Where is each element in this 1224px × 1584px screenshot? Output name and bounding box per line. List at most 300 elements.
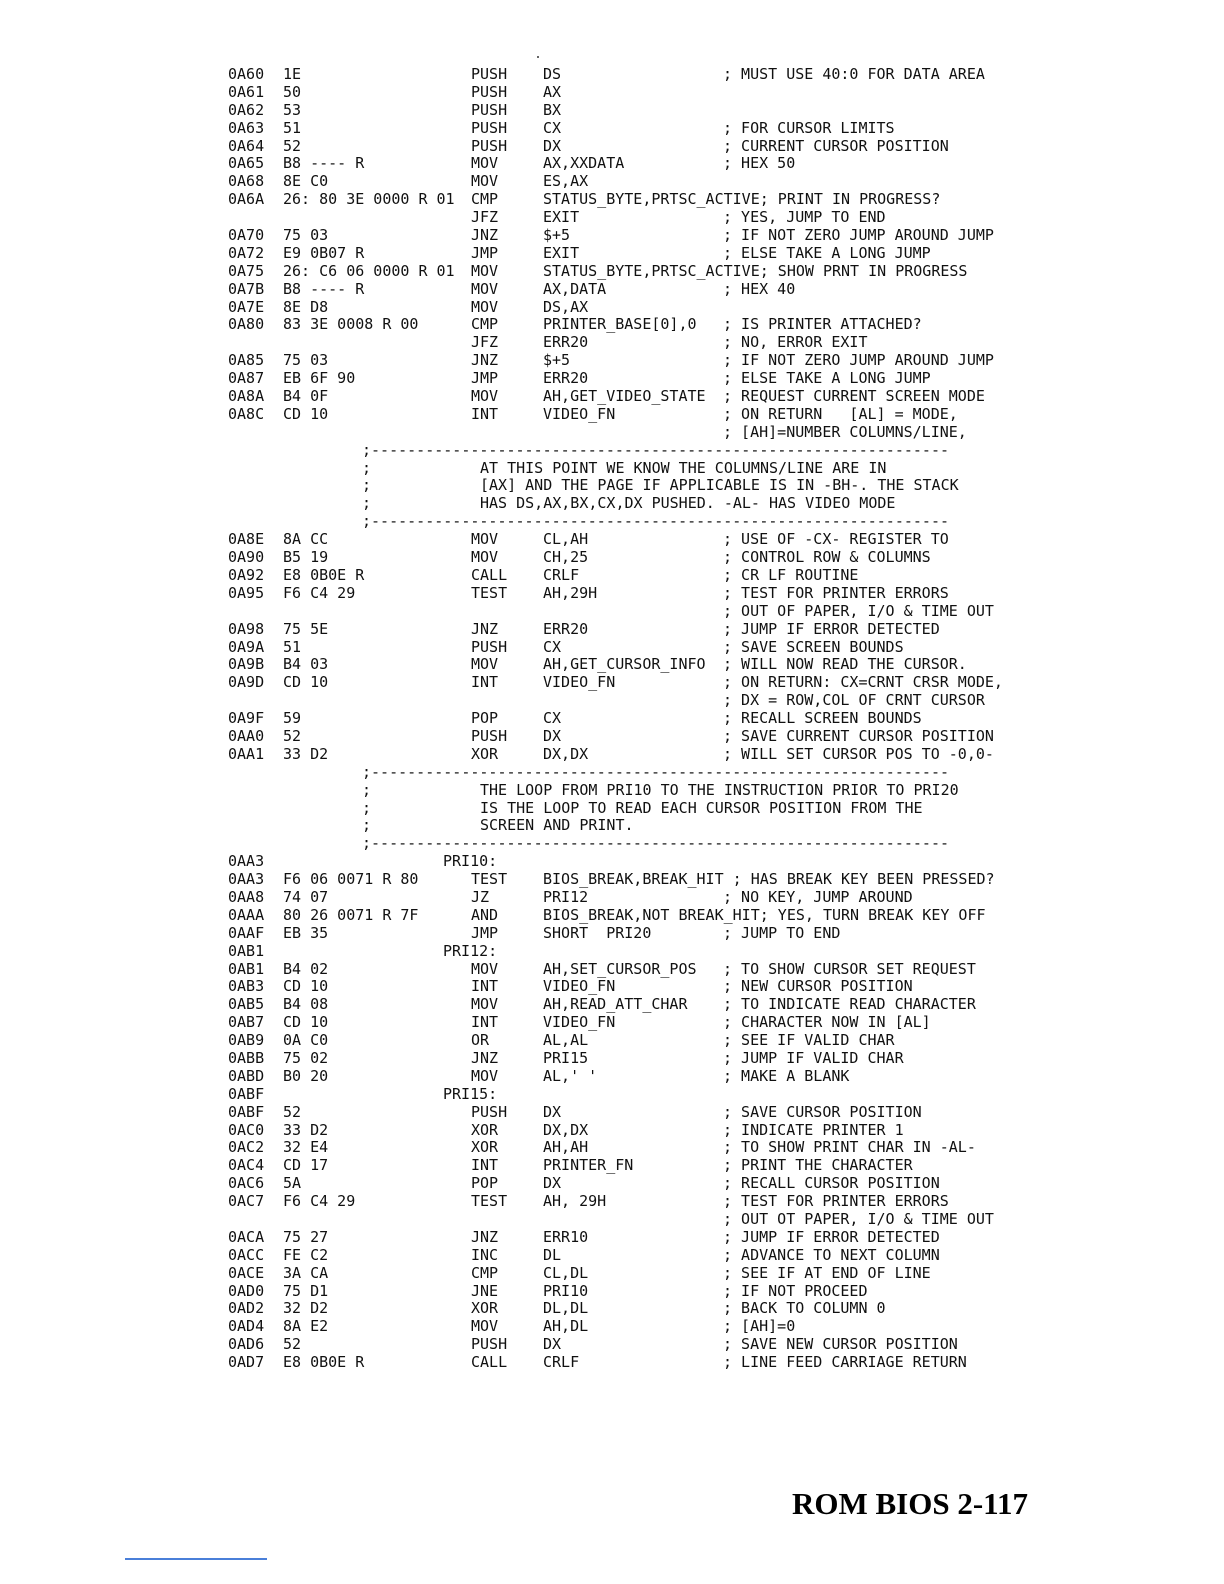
object-code: F6 C4 29 <box>283 583 356 602</box>
operands: ERR10 <box>543 1227 589 1246</box>
comment: ; USE OF -CX- REGISTER TO <box>723 530 949 549</box>
listing-line <box>228 889 1018 907</box>
mnemonic: MOV <box>471 387 499 406</box>
mnemonic: XOR <box>471 1120 499 1139</box>
operands: AX,DATA <box>543 279 607 298</box>
comment-marker: ; <box>362 476 372 495</box>
listing-line <box>228 1193 1018 1211</box>
mnemonic: INC <box>471 1245 499 1264</box>
mnemonic: AND <box>471 905 499 924</box>
object-code: 26: 80 3E 0000 R 01 <box>283 190 455 209</box>
address: 0AC7 <box>228 1192 265 1211</box>
listing-line <box>228 853 1018 871</box>
address: 0ABF <box>228 1084 265 1103</box>
listing-line <box>228 1336 1018 1354</box>
comment-block-line <box>228 477 1018 495</box>
mnemonic: MOV <box>471 530 499 549</box>
object-code: B8 ---- R <box>283 279 365 298</box>
operands: VIDEO_FN <box>543 673 616 692</box>
comment: ; [AH]=NUMBER COLUMNS/LINE, <box>723 422 967 441</box>
operands: DX <box>543 1102 562 1121</box>
listing-line <box>228 728 1018 746</box>
comment: ; IF NOT PROCEED <box>723 1281 868 1300</box>
address: 0AA3 <box>228 852 265 871</box>
object-code: 1E <box>283 65 302 83</box>
comment-text: IS THE LOOP TO READ EACH CURSOR POSITION FROM THE <box>480 798 923 817</box>
comment-text: THE LOOP FROM PRI10 TO THE INSTRUCTION PRIOR TO PRI20 <box>480 780 959 799</box>
comment: ; ELSE TAKE A LONG JUMP <box>723 243 931 262</box>
operands: PRI10 <box>543 1281 589 1300</box>
comment-text: AT THIS POINT WE KNOW THE COLUMNS/LINE ARE IN <box>480 458 887 477</box>
object-code: 59 <box>283 709 302 728</box>
mnemonic: XOR <box>471 1299 499 1318</box>
object-code: EB 6F 90 <box>283 369 356 388</box>
object-code: CD 10 <box>283 673 329 692</box>
operands: AH,SET_CURSOR_POS <box>543 959 697 978</box>
mnemonic: MOV <box>471 1317 499 1336</box>
mnemonic: JNZ <box>471 226 499 245</box>
comment: ; ELSE TAKE A LONG JUMP <box>723 369 931 388</box>
comment-divider <box>228 835 1018 853</box>
operands: BIOS_BREAK,NOT BREAK_HIT; YES, TURN BREAK KEY OFF <box>543 905 986 924</box>
comment-divider <box>228 442 1018 460</box>
comment-block-line <box>228 495 1018 513</box>
address: 0AB1 <box>228 941 265 960</box>
comment: ; SEE IF AT END OF LINE <box>723 1263 931 1282</box>
address: 0A62 <box>228 100 265 119</box>
address: 0A7E <box>228 297 265 316</box>
address: 0A9A <box>228 637 265 656</box>
object-code: 33 D2 <box>283 744 329 763</box>
operands: DX <box>543 1335 562 1354</box>
comment: ; JUMP IF ERROR DETECTED <box>723 1227 940 1246</box>
label: PRI10: <box>443 852 498 871</box>
listing-line <box>228 1139 1018 1157</box>
comment: ; RECALL SCREEN BOUNDS <box>723 709 922 728</box>
listing-line <box>228 978 1018 996</box>
mnemonic: PUSH <box>471 1335 508 1354</box>
comment: ; JUMP IF ERROR DETECTED <box>723 619 940 638</box>
object-code: 51 <box>283 118 302 137</box>
address: 0AAF <box>228 923 265 942</box>
listing-line <box>228 639 1018 657</box>
address: 0A6A <box>228 190 265 209</box>
address: 0AD6 <box>228 1335 265 1354</box>
mnemonic: INT <box>471 1013 499 1032</box>
listing-line <box>228 1318 1018 1336</box>
comment: ; SAVE CURSOR POSITION <box>723 1102 922 1121</box>
comment: ; FOR CURSOR LIMITS <box>723 118 895 137</box>
mnemonic: MOV <box>471 261 499 280</box>
operands: AH,GET_VIDEO_STATE <box>543 387 706 406</box>
listing-line <box>228 334 1018 352</box>
listing-line <box>228 674 1018 692</box>
mnemonic: JFZ <box>471 333 499 352</box>
comment: ; ADVANCE TO NEXT COLUMN <box>723 1245 940 1264</box>
mnemonic: TEST <box>471 1192 508 1211</box>
operands: AX,XXDATA <box>543 154 625 173</box>
operands: CX <box>543 118 562 137</box>
comment-divider <box>228 513 1018 531</box>
object-code: 52 <box>283 1102 302 1121</box>
address: 0AA3 <box>228 870 265 889</box>
object-code: F6 06 0071 R 80 <box>283 870 419 889</box>
address: 0AB7 <box>228 1013 265 1032</box>
listing-line <box>228 1354 1018 1372</box>
listing-line <box>228 621 1018 639</box>
operands: DX <box>543 726 562 745</box>
listing-line <box>228 370 1018 388</box>
mnemonic: INT <box>471 673 499 692</box>
listing-line <box>228 281 1018 299</box>
label: PRI15: <box>443 1084 498 1103</box>
operands: CL,AH <box>543 530 589 549</box>
address: 0A92 <box>228 565 265 584</box>
operands: DX,DX <box>543 744 589 763</box>
comment-marker: ; <box>362 458 372 477</box>
object-code: B4 02 <box>283 959 329 978</box>
address: 0A8C <box>228 404 265 423</box>
listing-line <box>228 1175 1018 1193</box>
mnemonic: POP <box>471 1174 499 1193</box>
comment: ; TEST FOR PRINTER ERRORS <box>723 1192 949 1211</box>
listing-line <box>228 138 1018 156</box>
comment: ; ON RETURN [AL] = MODE, <box>723 404 958 423</box>
address: 0AD4 <box>228 1317 265 1336</box>
listing-line <box>228 961 1018 979</box>
object-code: 75 03 <box>283 351 329 370</box>
listing-line <box>228 907 1018 925</box>
operands: BIOS_BREAK,BREAK_HIT ; HAS BREAK KEY BEEN PRESSED? <box>543 870 995 889</box>
mnemonic: INT <box>471 1156 499 1175</box>
comment-marker: ; <box>362 494 372 513</box>
address: 0ABF <box>228 1102 265 1121</box>
comment-block-line <box>228 800 1018 818</box>
address: 0ACA <box>228 1227 265 1246</box>
operands: CH,25 <box>543 548 589 567</box>
comment: ; YES, JUMP TO END <box>723 208 886 227</box>
object-code: 32 E4 <box>283 1138 329 1157</box>
comment-text: [AX] AND THE PAGE IF APPLICABLE IS IN -BH-. THE STACK <box>480 476 959 495</box>
address: 0AA0 <box>228 726 265 745</box>
object-code: E8 0B0E R <box>283 565 365 584</box>
address: 0A63 <box>228 118 265 137</box>
comment: ; IF NOT ZERO JUMP AROUND JUMP <box>723 351 994 370</box>
operands: DL <box>543 1245 562 1264</box>
object-code: FE C2 <box>283 1245 329 1264</box>
mnemonic: JNE <box>471 1281 499 1300</box>
operands: CRLF <box>543 1353 580 1372</box>
object-code: E9 0B07 R <box>283 243 365 262</box>
operands: $+5 <box>543 351 571 370</box>
object-code: 52 <box>283 726 302 745</box>
operands: CRLF <box>543 565 580 584</box>
listing-line <box>228 352 1018 370</box>
comment-text: HAS DS,AX,BX,CX,DX PUSHED. -AL- HAS VIDEO MODE <box>480 494 896 513</box>
comment: ; TO SHOW PRINT CHAR IN -AL- <box>723 1138 976 1157</box>
mnemonic: MOV <box>471 995 499 1014</box>
listing-line <box>228 1104 1018 1122</box>
operands: AH, 29H <box>543 1192 607 1211</box>
listing-line <box>228 1068 1018 1086</box>
object-code: 75 27 <box>283 1227 329 1246</box>
address: 0A8E <box>228 530 265 549</box>
operands: AH,29H <box>543 583 598 602</box>
object-code: EB 35 <box>283 923 329 942</box>
operands: CL,DL <box>543 1263 589 1282</box>
mnemonic: INT <box>471 404 499 423</box>
address: 0A60 <box>228 65 265 83</box>
listing-line <box>228 84 1018 102</box>
operands: VIDEO_FN <box>543 404 616 423</box>
comment: ; OUT OF PAPER, I/O & TIME OUT <box>723 601 994 620</box>
listing-line <box>228 1032 1018 1050</box>
mnemonic: PUSH <box>471 637 508 656</box>
mnemonic: JNZ <box>471 619 499 638</box>
listing-line <box>228 943 1018 961</box>
address: 0ABD <box>228 1066 265 1085</box>
comment-marker: ; <box>362 816 372 835</box>
object-code: 52 <box>283 1335 302 1354</box>
object-code: 5A <box>283 1174 302 1193</box>
corner-rule <box>125 1558 267 1560</box>
address: 0A85 <box>228 351 265 370</box>
address: 0A9B <box>228 655 265 674</box>
comment: ; TEST FOR PRINTER ERRORS <box>723 583 949 602</box>
address: 0A70 <box>228 226 265 245</box>
object-code: 74 07 <box>283 887 329 906</box>
mnemonic: PUSH <box>471 726 508 745</box>
mnemonic: PUSH <box>471 136 508 155</box>
object-code: 51 <box>283 637 302 656</box>
object-code: 53 <box>283 100 302 119</box>
object-code: CD 10 <box>283 977 329 996</box>
mnemonic: JNZ <box>471 1227 499 1246</box>
listing-line <box>228 925 1018 943</box>
divider-text: ;---------------------------------------------------------------- <box>362 512 949 531</box>
address: 0ABB <box>228 1048 265 1067</box>
listing-line <box>228 656 1018 674</box>
comment: ; WILL SET CURSOR POS TO -0,0- <box>723 744 994 763</box>
address: 0A68 <box>228 172 265 191</box>
divider-text: ;---------------------------------------------------------------- <box>362 834 949 853</box>
comment: ; NEW CURSOR POSITION <box>723 977 913 996</box>
listing-line <box>228 1229 1018 1247</box>
operands: $+5 <box>543 226 571 245</box>
operands: DX <box>543 1174 562 1193</box>
address: 0AB1 <box>228 959 265 978</box>
listing-line <box>228 996 1018 1014</box>
operands: EXIT <box>543 208 580 227</box>
object-code: CD 17 <box>283 1156 329 1175</box>
comment: ; CHARACTER NOW IN [AL] <box>723 1013 931 1032</box>
comment: ; CR LF ROUTINE <box>723 565 859 584</box>
comment: ; LINE FEED CARRIAGE RETURN <box>723 1353 967 1372</box>
object-code: B5 19 <box>283 548 329 567</box>
address: 0A65 <box>228 154 265 173</box>
address: 0ACC <box>228 1245 265 1264</box>
address: 0A87 <box>228 369 265 388</box>
comment: ; NO KEY, JUMP AROUND <box>723 887 913 906</box>
scan-speck <box>537 56 539 58</box>
mnemonic: CMP <box>471 315 499 334</box>
operands: DS <box>543 65 562 83</box>
listing-line <box>228 871 1018 889</box>
listing-line <box>228 316 1018 334</box>
listing-line <box>228 299 1018 317</box>
operands: STATUS_BYTE,PRTSC_ACTIVE; PRINT IN PROGRESS? <box>543 190 941 209</box>
comment-divider <box>228 764 1018 782</box>
comment: ; PRINT THE CHARACTER <box>723 1156 913 1175</box>
operands: VIDEO_FN <box>543 1013 616 1032</box>
comment: ; IF NOT ZERO JUMP AROUND JUMP <box>723 226 994 245</box>
mnemonic: POP <box>471 709 499 728</box>
mnemonic: JZ <box>471 887 490 906</box>
address: 0ACE <box>228 1263 265 1282</box>
mnemonic: TEST <box>471 583 508 602</box>
listing-line <box>228 603 1018 621</box>
listing-line <box>228 585 1018 603</box>
operands: ERR20 <box>543 333 589 352</box>
object-code: B4 0F <box>283 387 329 406</box>
operands: DX <box>543 136 562 155</box>
comment: ; REQUEST CURRENT SCREEN MODE <box>723 387 985 406</box>
address: 0A9D <box>228 673 265 692</box>
comment: ; BACK TO COLUMN 0 <box>723 1299 886 1318</box>
comment: ; SAVE CURRENT CURSOR POSITION <box>723 726 994 745</box>
operands: AH,AH <box>543 1138 589 1157</box>
object-code: E8 0B0E R <box>283 1353 365 1372</box>
mnemonic: CMP <box>471 190 499 209</box>
mnemonic: PUSH <box>471 1102 508 1121</box>
address: 0AD7 <box>228 1353 265 1372</box>
object-code: 75 5E <box>283 619 329 638</box>
label: PRI12: <box>443 941 498 960</box>
operands: AL,' ' <box>543 1066 598 1085</box>
listing-line <box>228 549 1018 567</box>
mnemonic: MOV <box>471 1066 499 1085</box>
mnemonic: JNZ <box>471 351 499 370</box>
address: 0AD0 <box>228 1281 265 1300</box>
listing-line <box>228 1283 1018 1301</box>
address: 0AB3 <box>228 977 265 996</box>
operands: AL,AL <box>543 1031 589 1050</box>
operands: STATUS_BYTE,PRTSC_ACTIVE; SHOW PRNT IN PROGRESS <box>543 261 968 280</box>
object-code: 32 D2 <box>283 1299 329 1318</box>
operands: AH,GET_CURSOR_INFO <box>543 655 706 674</box>
operands: DX,DX <box>543 1120 589 1139</box>
comment: ; MAKE A BLANK <box>723 1066 850 1085</box>
address: 0AA1 <box>228 744 265 763</box>
operands: PRI15 <box>543 1048 589 1067</box>
object-code: B4 08 <box>283 995 329 1014</box>
listing-line <box>228 1050 1018 1068</box>
comment: ; TO SHOW CURSOR SET REQUEST <box>723 959 976 978</box>
listing-line <box>228 710 1018 728</box>
address: 0AC6 <box>228 1174 265 1193</box>
mnemonic: PUSH <box>471 118 508 137</box>
operands: SHORT PRI20 <box>543 923 652 942</box>
mnemonic: MOV <box>471 172 499 191</box>
address: 0A90 <box>228 548 265 567</box>
listing-line <box>228 692 1018 710</box>
address: 0A95 <box>228 583 265 602</box>
address: 0A64 <box>228 136 265 155</box>
mnemonic: PUSH <box>471 82 508 101</box>
object-code: F6 C4 29 <box>283 1192 356 1211</box>
comment: ; JUMP TO END <box>723 923 841 942</box>
operands: PRI12 <box>543 887 589 906</box>
listing-line <box>228 120 1018 138</box>
comment: ; RECALL CURSOR POSITION <box>723 1174 940 1193</box>
listing-line <box>228 1086 1018 1104</box>
listing-line <box>228 155 1018 173</box>
comment: ; JUMP IF VALID CHAR <box>723 1048 904 1067</box>
object-code: 33 D2 <box>283 1120 329 1139</box>
comment: ; HEX 50 <box>723 154 796 173</box>
mnemonic: MOV <box>471 959 499 978</box>
listing-line <box>228 102 1018 120</box>
listing-line <box>228 191 1018 209</box>
divider-text: ;---------------------------------------------------------------- <box>362 440 949 459</box>
comment-block-line <box>228 460 1018 478</box>
operands: PRINTER_BASE[0],0 <box>543 315 697 334</box>
mnemonic: JNZ <box>471 1048 499 1067</box>
object-code: 75 02 <box>283 1048 329 1067</box>
mnemonic: CALL <box>471 565 508 584</box>
address: 0AD2 <box>228 1299 265 1318</box>
divider-text: ;---------------------------------------------------------------- <box>362 762 949 781</box>
mnemonic: XOR <box>471 1138 499 1157</box>
object-code: B4 03 <box>283 655 329 674</box>
address: 0A80 <box>228 315 265 334</box>
operands: BX <box>543 100 562 119</box>
comment-marker: ; <box>362 780 372 799</box>
operands: AH,DL <box>543 1317 589 1336</box>
listing-line <box>228 1300 1018 1318</box>
object-code: 52 <box>283 136 302 155</box>
address: 0A9F <box>228 709 265 728</box>
object-code: 50 <box>283 82 302 101</box>
comment: ; INDICATE PRINTER 1 <box>723 1120 904 1139</box>
object-code: 26: C6 06 0000 R 01 <box>283 261 455 280</box>
comment: ; CONTROL ROW & COLUMNS <box>723 548 931 567</box>
object-code: 75 03 <box>283 226 329 245</box>
mnemonic: MOV <box>471 279 499 298</box>
address: 0AC4 <box>228 1156 265 1175</box>
address: 0A8A <box>228 387 265 406</box>
listing-line <box>228 1122 1018 1140</box>
mnemonic: JMP <box>471 243 499 262</box>
operands: AX <box>543 82 562 101</box>
comment: ; SAVE NEW CURSOR POSITION <box>723 1335 958 1354</box>
comment-marker: ; <box>362 798 372 817</box>
mnemonic: XOR <box>471 744 499 763</box>
object-code: CD 10 <box>283 1013 329 1032</box>
address: 0AAA <box>228 905 265 924</box>
address: 0AC2 <box>228 1138 265 1157</box>
listing-line <box>228 173 1018 191</box>
page-footer: ROM BIOS 2-117 <box>792 1486 1028 1521</box>
address: 0AA8 <box>228 887 265 906</box>
comment: ; NO, ERROR EXIT <box>723 333 868 352</box>
operands: EXIT <box>543 243 580 262</box>
comment: ; MUST USE 40:0 FOR DATA AREA <box>723 65 985 83</box>
comment: ; [AH]=0 <box>723 1317 796 1336</box>
operands: CX <box>543 709 562 728</box>
mnemonic: CALL <box>471 1353 508 1372</box>
comment: ; TO INDICATE READ CHARACTER <box>723 995 976 1014</box>
